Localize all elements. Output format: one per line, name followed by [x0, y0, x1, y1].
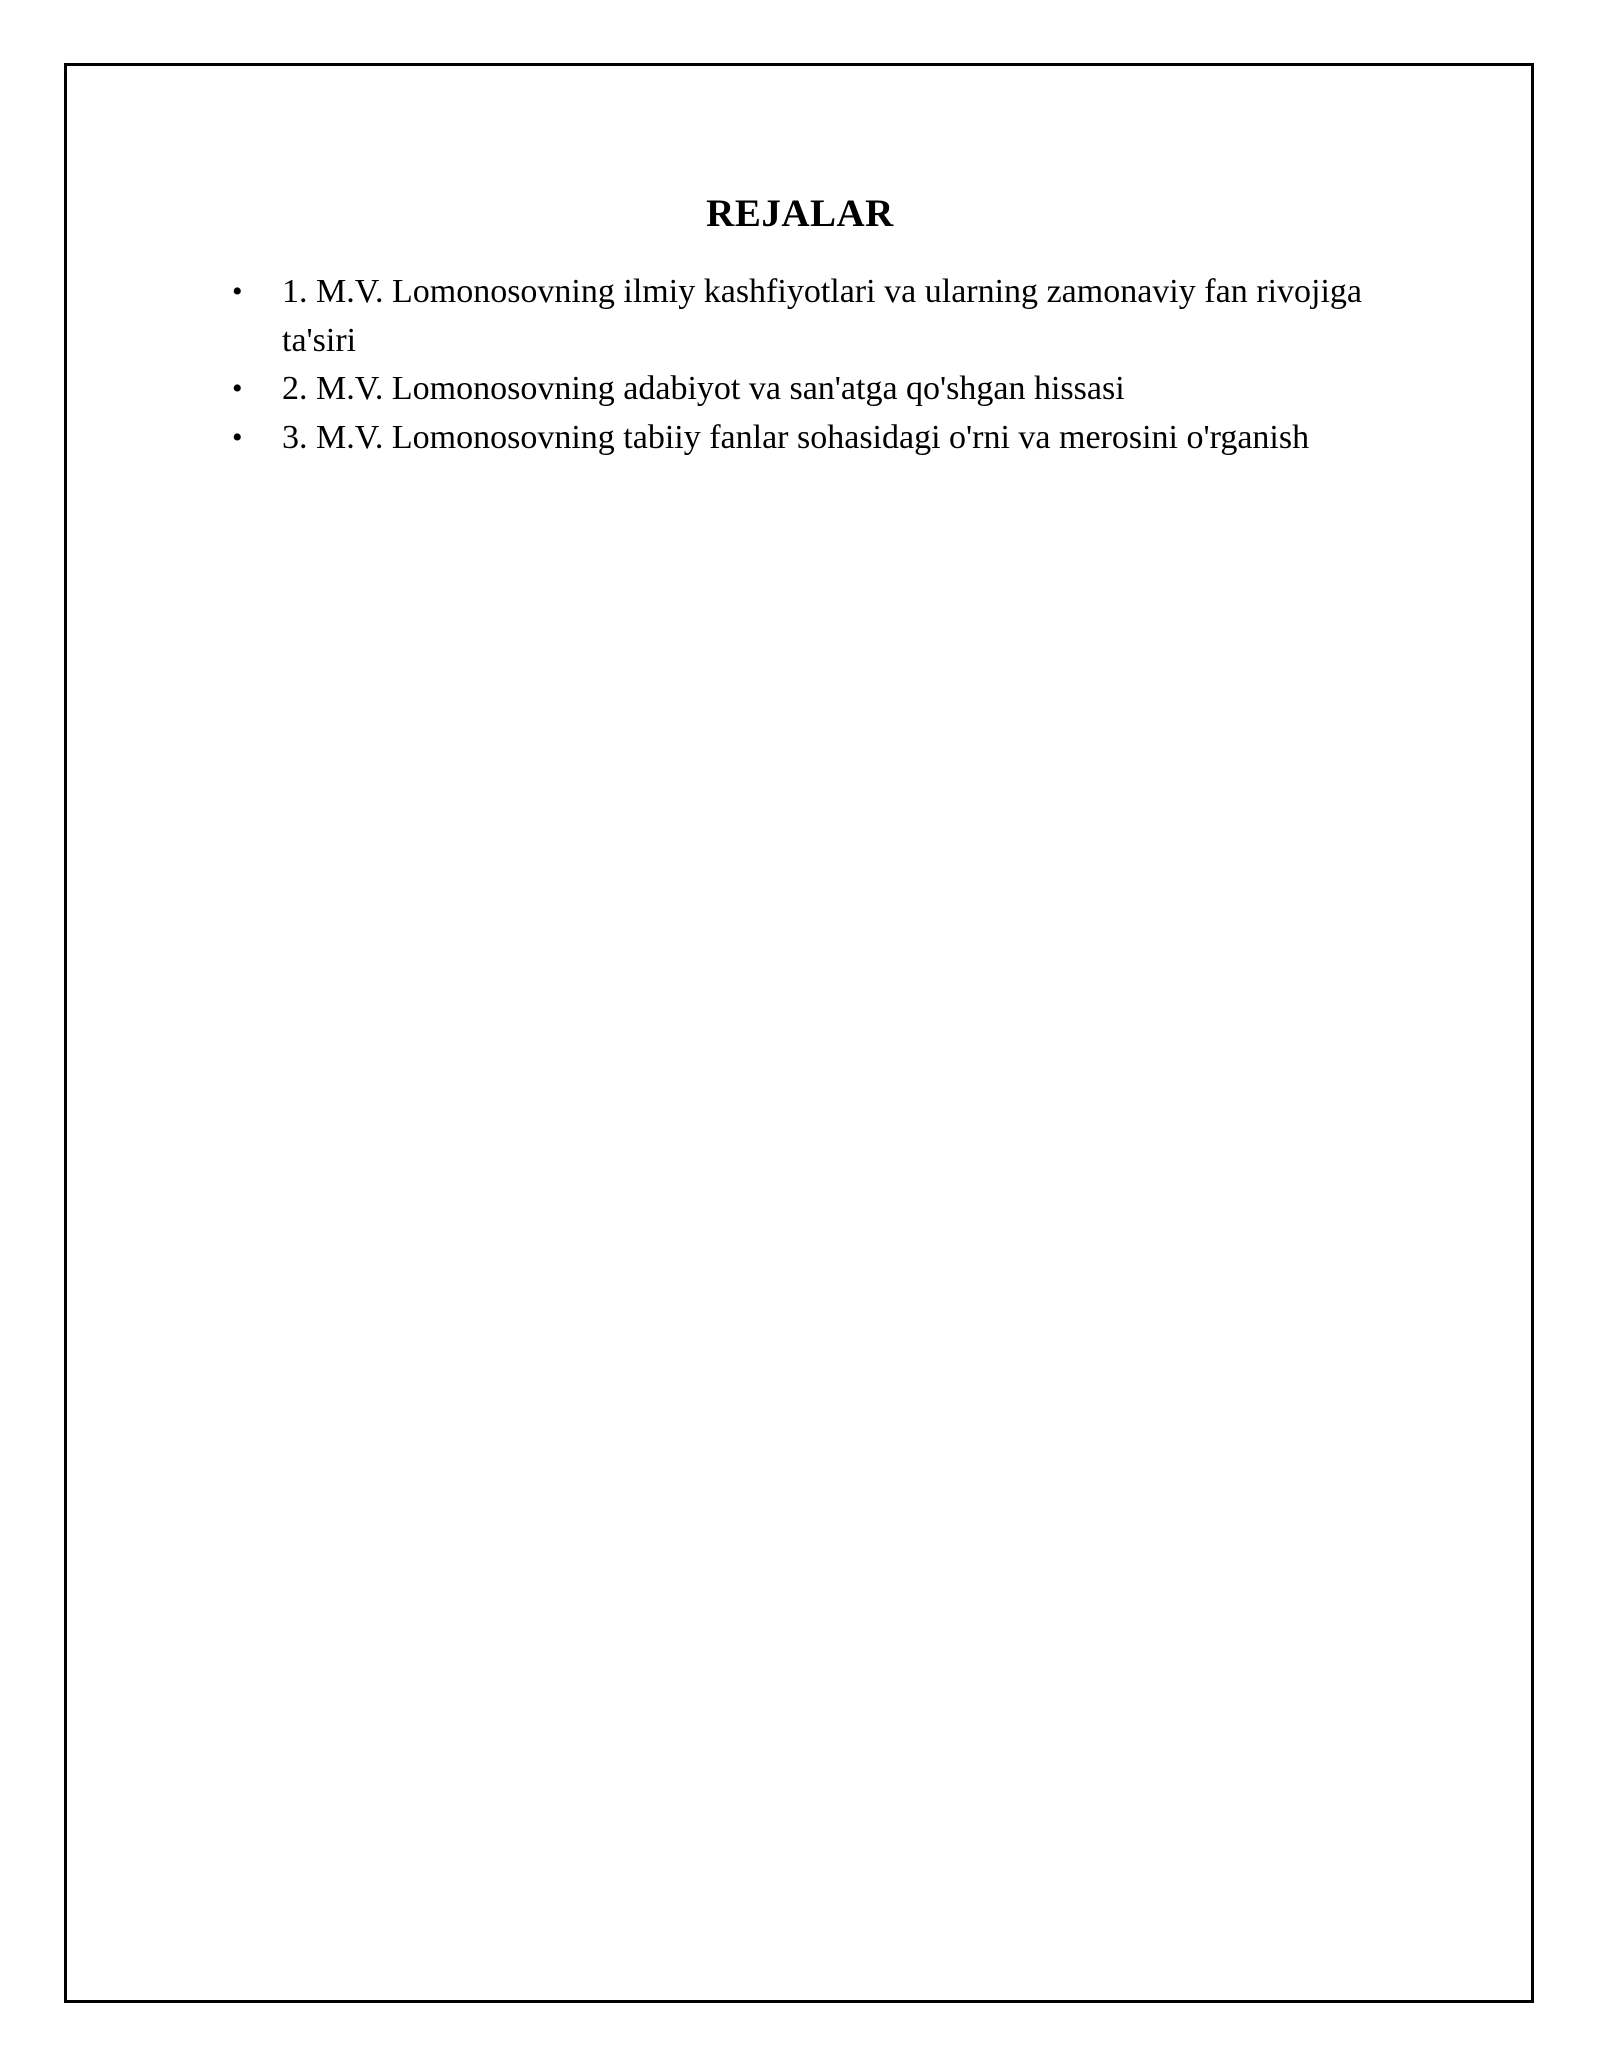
list-item — [232, 268, 1362, 365]
page-title: REJALAR — [706, 192, 894, 235]
list-item — [232, 414, 1362, 463]
list-item-text: 1. M.V. Lomonosovning ilmiy kashfiyotlari va ularning zamonaviy fan rivojiga ta'siri — [282, 273, 1362, 359]
bullet-icon: • — [232, 275, 243, 308]
bullet-icon: • — [232, 372, 243, 405]
list-item — [232, 365, 1362, 414]
bullet-icon: • — [232, 420, 243, 454]
list-item-text: 3. M.V. Lomonosovning tabiiy fanlar sohasidagi o'rni va merosini o'rganish — [282, 418, 1310, 456]
plan-list — [232, 268, 1362, 462]
list-item-text: 2. M.V. Lomonosovning adabiyot va san'atga qo'shgan hissasi — [282, 370, 1125, 407]
